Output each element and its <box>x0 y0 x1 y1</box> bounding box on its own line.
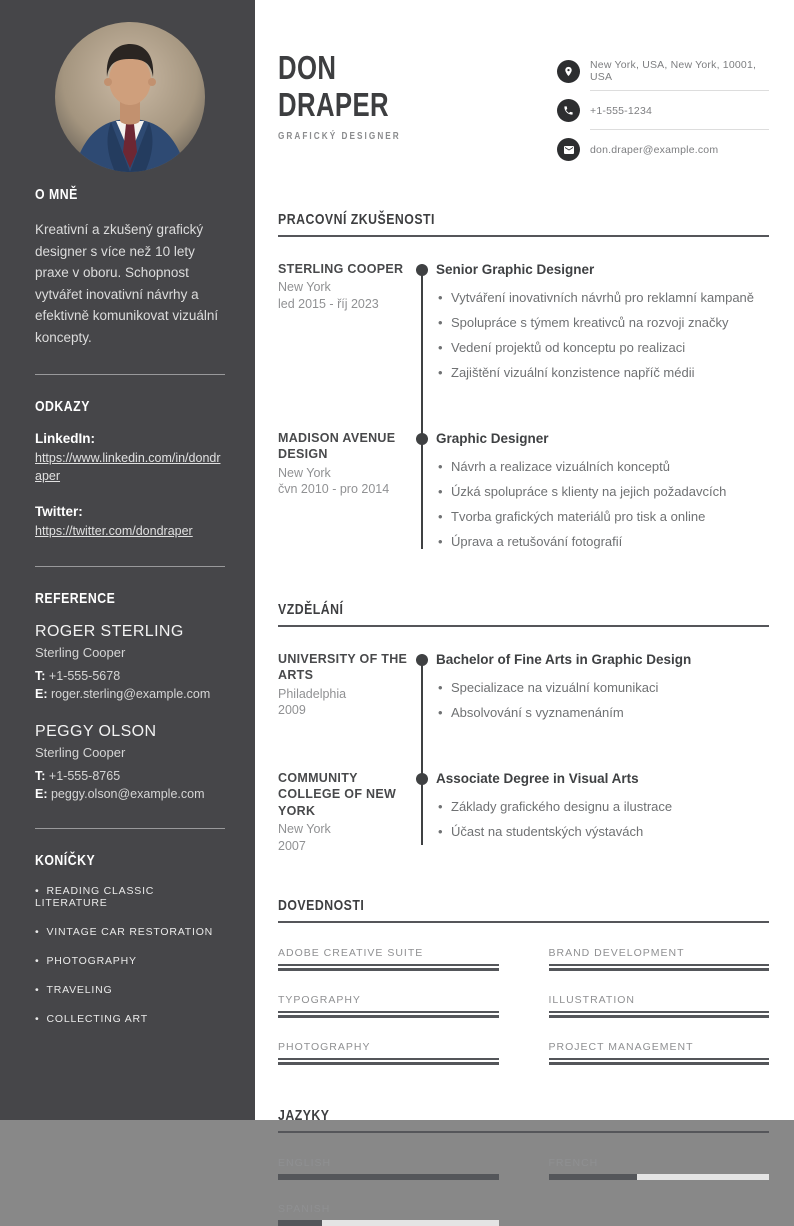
reference-item <box>35 623 225 703</box>
language-label: SPANISH <box>278 1202 331 1215</box>
timeline-column <box>410 430 436 559</box>
skill-item <box>549 1041 770 1065</box>
section-languages <box>278 1107 769 1226</box>
skill-item <box>549 947 770 971</box>
company-location: New York <box>278 465 331 480</box>
school-name: UNIVERSITY OF THE ARTS <box>278 652 408 683</box>
heading-rule <box>278 625 769 627</box>
job-bullets <box>436 290 769 380</box>
entry-meta <box>278 651 410 730</box>
skill-bar-fill <box>549 964 770 971</box>
company-location: New York <box>278 280 331 295</box>
sidebar-divider <box>35 566 225 567</box>
skill-label: BRAND DEVELOPMENT <box>548 946 685 959</box>
reference-item <box>35 723 225 803</box>
experience-entry <box>278 261 769 390</box>
skills-heading: DOVEDNOSTI <box>278 896 365 914</box>
twitter-label: Twitter: <box>35 504 83 520</box>
hobby-item: • COLLECTING ART <box>35 1013 225 1025</box>
job-bullet: • Vytváření inovativních návrhů pro reklamní kampaně <box>436 290 769 305</box>
entry-detail <box>436 651 769 730</box>
entry-detail <box>436 261 769 390</box>
job-title: Senior Graphic Designer <box>436 262 595 277</box>
education-entry <box>278 770 769 855</box>
phone-value: +1-555-5678 <box>48 668 121 683</box>
skill-bar-fill <box>549 1011 770 1018</box>
last-name: DRAPER <box>278 85 390 123</box>
timeline-dot <box>416 773 428 785</box>
section-experience <box>278 211 769 559</box>
degree-bullets <box>436 680 769 720</box>
hobby-item: • READING CLASSIC LITERATURE <box>35 885 225 909</box>
reference-email <box>35 685 225 703</box>
heading-rule <box>278 1131 769 1133</box>
heading-rule <box>278 921 769 923</box>
language-bar-fill <box>278 1220 322 1226</box>
contact-row-email <box>557 130 769 169</box>
section-skills <box>278 897 769 1065</box>
language-label: ENGLISH <box>278 1156 332 1169</box>
phone-value: +1-555-8765 <box>48 769 121 784</box>
hobbies-heading: KONÍČKY <box>35 852 96 870</box>
language-bar-track <box>278 1174 499 1180</box>
skills-grid <box>278 947 769 1065</box>
skill-bar-fill <box>278 1058 499 1065</box>
job-bullet: • Spolupráce s týmem kreativců na rozvoji značky <box>436 315 769 330</box>
education-dates: 2007 <box>278 838 306 853</box>
education-dates: 2009 <box>278 703 306 718</box>
first-name: DON <box>278 49 337 86</box>
skill-label: TYPOGRAPHY <box>278 993 361 1006</box>
skill-bar-track <box>549 1011 770 1018</box>
entry-meta <box>278 770 410 855</box>
timeline-column <box>410 261 436 390</box>
link-item-twitter <box>35 504 225 541</box>
employment-dates: čvn 2010 - pro 2014 <box>278 482 390 497</box>
timeline-dot <box>416 433 428 445</box>
profile-photo <box>55 22 205 172</box>
skill-bar-fill <box>278 1011 499 1018</box>
job-bullets <box>436 459 769 549</box>
skill-item <box>549 994 770 1018</box>
job-bullet: • Návrh a realizace vizuálních konceptů <box>436 459 769 474</box>
phone-label: T: <box>35 769 46 784</box>
school-name: COMMUNITY COLLEGE OF NEW YORK <box>278 771 397 818</box>
name-block <box>278 50 428 169</box>
section-education <box>278 601 769 855</box>
languages-grid <box>278 1157 769 1226</box>
location-icon <box>557 60 580 83</box>
reference-company: Sterling Cooper <box>35 745 126 761</box>
reference-name: ROGER STERLING <box>35 622 184 640</box>
experience-entries <box>278 261 769 559</box>
language-item <box>278 1203 499 1226</box>
reference-name: PEGGY OLSON <box>35 723 157 741</box>
entry-meta <box>278 261 410 390</box>
degree-bullet: • Základy grafického designu a ilustrace <box>436 799 769 814</box>
profile-photo-illustration <box>55 22 205 172</box>
contact-block <box>557 50 769 169</box>
company-name: MADISON AVENUE DESIGN <box>278 431 396 462</box>
phone-label: T: <box>35 668 46 683</box>
sidebar-section-references <box>35 590 225 804</box>
entry-detail <box>436 430 769 559</box>
job-bullet: • Zajištění vizuální konzistence napříč médii <box>436 365 769 380</box>
heading-rule <box>278 235 769 237</box>
language-bar-track <box>278 1220 499 1226</box>
timeline-dot <box>416 264 428 276</box>
education-heading: VZDĚLÁNÍ <box>278 601 344 618</box>
page-title-role: GRAFICKÝ DESIGNER <box>278 130 401 142</box>
language-bar-track <box>549 1174 770 1180</box>
contact-row-phone <box>557 91 769 130</box>
reference-phone <box>35 667 225 685</box>
skill-label: ILLUSTRATION <box>548 993 635 1006</box>
skill-label: PHOTOGRAPHY <box>278 1040 371 1053</box>
phone-icon <box>557 99 580 122</box>
about-text: Kreativní a zkušený grafický designer s více než 10 lety praxe v oboru. Schopnost vytvářet inovativní návrhy a efektivně komunikovat vizuální koncepty. <box>35 222 219 345</box>
degree-bullet: • Účast na studentských výstavách <box>436 824 769 839</box>
education-entry <box>278 651 769 730</box>
contact-phone: +1-555-1234 <box>590 104 653 117</box>
school-location: New York <box>278 821 331 836</box>
entry-meta <box>278 430 410 559</box>
email-label: E: <box>35 787 48 802</box>
language-item <box>278 1157 499 1180</box>
skill-bar-track <box>549 1058 770 1065</box>
skill-bar-track <box>278 1011 499 1018</box>
languages-heading: JAZYKY <box>278 1106 330 1124</box>
links-heading: ODKAZY <box>35 397 90 415</box>
language-item <box>549 1157 770 1180</box>
job-bullet: • Vedení projektů od konceptu po realizaci <box>436 340 769 355</box>
contact-email: don.draper@example.com <box>590 143 719 156</box>
job-bullet: • Úzká spolupráce s klienty na jejich požadavcích <box>436 484 769 499</box>
hobby-item: • TRAVELING <box>35 984 225 996</box>
sidebar <box>0 0 255 1120</box>
skill-item <box>278 947 499 971</box>
sidebar-section-about <box>35 186 225 349</box>
header <box>278 50 769 169</box>
language-bar-fill <box>549 1174 637 1180</box>
about-heading: O MNĚ <box>35 186 78 203</box>
job-bullet: • Úprava a retušování fotografií <box>436 534 769 549</box>
degree-bullet: • Absolvování s vyznamenáním <box>436 705 769 720</box>
skill-bar-fill <box>549 1058 770 1065</box>
sidebar-section-hobbies <box>35 852 225 1025</box>
experience-entry <box>278 430 769 559</box>
linkedin-link[interactable]: https://www.linkedin.com/in/dondraper <box>35 450 221 484</box>
skill-item <box>278 1041 499 1065</box>
references-heading: REFERENCE <box>35 589 116 607</box>
degree-bullets <box>436 799 769 839</box>
reference-company: Sterling Cooper <box>35 644 126 660</box>
skill-bar-track <box>278 1058 499 1065</box>
reference-email <box>35 785 225 803</box>
email-icon <box>557 138 580 161</box>
sidebar-divider <box>35 374 225 375</box>
contact-location: New York, USA, New York, 10001, USA <box>590 59 757 83</box>
language-bar-fill <box>278 1174 499 1180</box>
skill-bar-track <box>549 964 770 971</box>
email-value: roger.sterling@example.com <box>50 686 211 701</box>
degree-title: Associate Degree in Visual Arts <box>436 771 639 786</box>
employment-dates: led 2015 - říj 2023 <box>278 297 379 312</box>
skill-bar-track <box>278 964 499 971</box>
school-location: Philadelphia <box>278 686 347 701</box>
education-entries <box>278 651 769 855</box>
degree-bullet: • Specializace na vizuální komunikaci <box>436 680 769 695</box>
linkedin-label: LinkedIn: <box>35 430 95 446</box>
timeline-dot <box>416 654 428 666</box>
entry-detail <box>436 770 769 855</box>
experience-heading: PRACOVNÍ ZKUŠENOSTI <box>278 211 435 228</box>
degree-title: Bachelor of Fine Arts in Graphic Design <box>436 652 692 667</box>
email-value: peggy.olson@example.com <box>50 787 205 802</box>
language-label: FRENCH <box>548 1156 599 1169</box>
job-title: Graphic Designer <box>436 431 549 446</box>
sidebar-divider <box>35 828 225 829</box>
skill-item <box>278 994 499 1018</box>
link-item-linkedin <box>35 431 225 487</box>
hobby-item: • VINTAGE CAR RESTORATION <box>35 926 225 938</box>
reference-phone <box>35 767 225 785</box>
skill-label: PROJECT MANAGEMENT <box>548 1040 694 1053</box>
hobby-item: • PHOTOGRAPHY <box>35 955 225 967</box>
company-name: STERLING COOPER <box>278 262 404 276</box>
email-label: E: <box>35 686 48 701</box>
skill-label: ADOBE CREATIVE SUITE <box>278 946 424 959</box>
contact-row-location <box>557 56 769 91</box>
main-content <box>255 0 794 1215</box>
job-bullet: • Tvorba grafických materiálů pro tisk a online <box>436 509 769 524</box>
sidebar-section-links <box>35 398 225 541</box>
twitter-link[interactable]: https://twitter.com/dondraper <box>35 524 193 539</box>
skill-bar-fill <box>278 964 499 971</box>
